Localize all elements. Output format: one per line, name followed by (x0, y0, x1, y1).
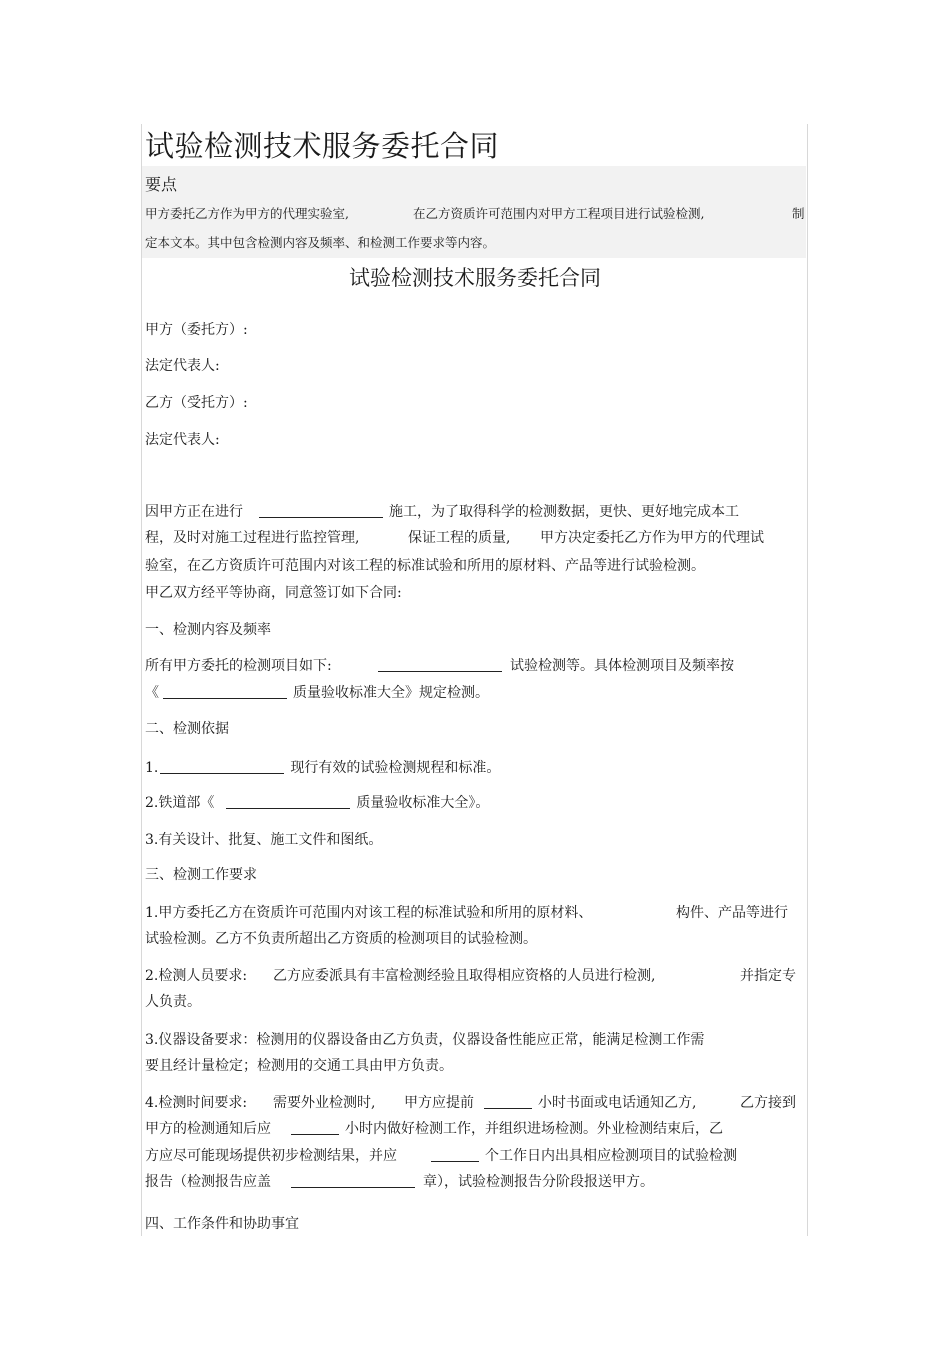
section-text: 方应尽可能现场提供初步检测结果，并应 个工作日内出具相应检测项目的试验检测 (145, 1148, 737, 1164)
summary-heading: 要点 (145, 175, 178, 194)
party-a-rep-label: 法定代表人: (145, 358, 220, 374)
section-heading: 三、检测工作要求 (145, 867, 257, 883)
section-text: 并指定专 (740, 968, 796, 984)
intro-text: 保证工程的质量, (408, 530, 511, 546)
blank-field[interactable] (484, 1094, 532, 1109)
summary-text: 在乙方资质许可范围内对甲方工程项目进行试验检测, (413, 206, 705, 221)
section-text: 报告（检测报告应盖 章），试验检测报告分阶段报送甲方。 (145, 1174, 654, 1190)
intro-text: 甲乙双方经平等协商，同意签订如下合同: (145, 585, 402, 601)
blank-field[interactable] (226, 794, 350, 809)
section-text: 乙方应委派具有丰富检测经验且取得相应资格的人员进行检测, (273, 968, 656, 984)
section-text: 所有甲方委托的检测项目如下: (145, 658, 332, 674)
section-item: 2.铁道部《 质量验收标准大全》。 (145, 795, 490, 811)
document-title: 试验检测技术服务委托合同 (145, 129, 500, 163)
section-text: 构件、产品等进行 (676, 905, 788, 921)
section-text: 《 质量验收标准大全》规定检测。 (145, 685, 489, 701)
section-text: 4.检测时间要求: (145, 1095, 248, 1111)
section-text: 需要外业检测时, (273, 1095, 376, 1111)
section-heading: 二、检测依据 (145, 721, 229, 737)
intro-text: 甲方决定委托乙方作为甲方的代理试 (540, 530, 764, 546)
intro-text: 验室，在乙方资质许可范围内对该工程的标准试验和所用的原材料、产品等进行试验检测。 (145, 558, 705, 574)
blank-field[interactable] (163, 684, 287, 699)
summary-text: 制 (792, 206, 805, 221)
contract-title: 试验检测技术服务委托合同 (349, 266, 601, 290)
section-text: 试验检测等。具体检测项目及频率按 (378, 655, 734, 675)
section-heading: 一、检测内容及频率 (145, 622, 271, 638)
section-text: 1.甲方委托乙方在资质许可范围内对该工程的标准试验和所用的原材料、 (145, 905, 593, 921)
blank-field[interactable] (291, 1173, 415, 1188)
section-text: 3.仪器设备要求：检测用的仪器设备由乙方负责，仪器设备性能应正常，能满足检测工作需 (145, 1032, 705, 1048)
intro-text: 因甲方正在进行 施工，为了取得科学的检测数据，更快、更好地完成本工 (145, 504, 739, 520)
summary-text: 定本文本。其中包含检测内容及频率、和检测工作要求等内容。 (145, 235, 496, 250)
section-text: 人负责。 (145, 994, 201, 1010)
intro-text: 程，及时对施工过程进行监控管理, (145, 530, 360, 546)
blank-field[interactable] (160, 759, 284, 774)
section-item: 3.有关设计、批复、施工文件和图纸。 (145, 832, 383, 848)
section-heading: 四、工作条件和协助事宜 (145, 1216, 299, 1232)
section-text: 乙方接到 (740, 1095, 796, 1111)
section-item: 1. 现行有效的试验检测规程和标准。 (145, 760, 501, 776)
section-text: 试验检测。乙方不负责所超出乙方资质的检测项目的试验检测。 (145, 931, 537, 947)
section-text: 甲方的检测通知后应 小时内做好检测工作，并组织进场检测。外业检测结束后，乙 (145, 1121, 723, 1137)
blank-field[interactable] (378, 657, 502, 672)
blank-field[interactable] (291, 1120, 339, 1135)
blank-field[interactable] (259, 503, 383, 518)
section-text: 甲方应提前 小时书面或电话通知乙方, (404, 1095, 697, 1111)
party-a-label: 甲方（委托方）: (145, 322, 248, 338)
party-b-label: 乙方（受托方）: (145, 395, 248, 411)
section-text: 要且经计量检定；检测用的交通工具由甲方负责。 (145, 1058, 453, 1074)
blank-field[interactable] (431, 1147, 479, 1162)
section-text: 2.检测人员要求: (145, 968, 248, 984)
summary-text: 甲方委托乙方作为甲方的代理实验室, (145, 206, 349, 221)
party-b-rep-label: 法定代表人: (145, 432, 220, 448)
